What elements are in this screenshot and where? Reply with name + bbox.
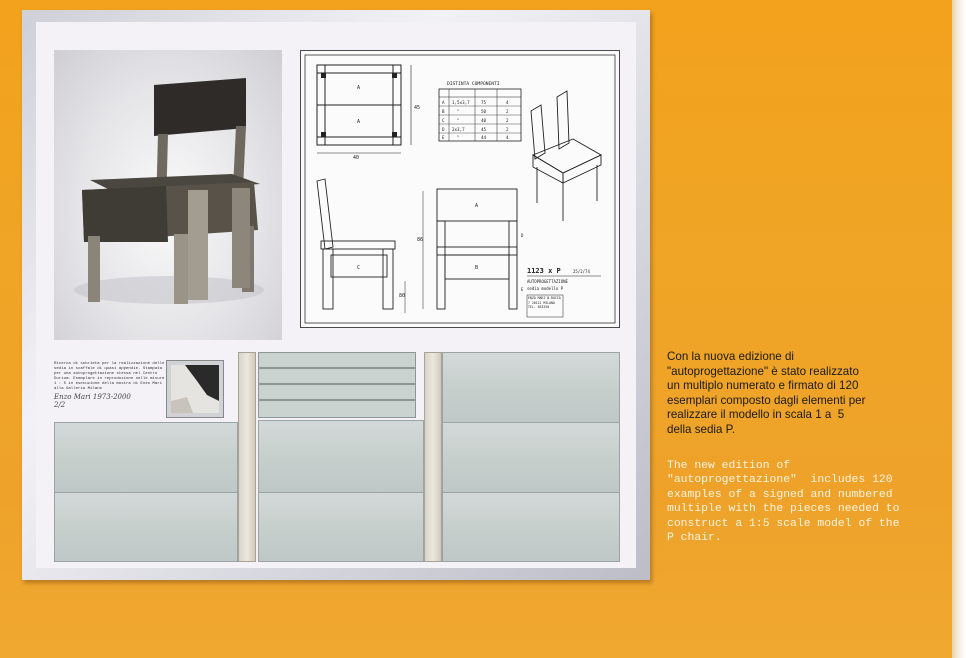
wood-stick-1 (238, 352, 256, 562)
framed-multiple (22, 10, 650, 580)
table-row-a-section: 1,5x3,7 (452, 100, 470, 105)
part-label-d: D (521, 233, 524, 238)
table-row-d-section: 2x3,7 (452, 127, 465, 132)
table-row-e-section: " (457, 135, 460, 140)
description-italian: Con la nuova edizione di "autoprogettazione" è stato realizzato un multiplo numerato e firmato di 120 esemplari composto dagli elementi per realizzare il modello in scala 1 a 5 della sedia P. (667, 350, 866, 436)
table-row-b-qty: 2 (506, 109, 509, 114)
table-row-d-part: D (442, 127, 445, 132)
table-row-b-section: " (457, 109, 460, 114)
table-row-a-part: A (442, 100, 445, 105)
table-row-c-section: " (457, 118, 460, 123)
wood-slat-1 (258, 352, 416, 368)
wood-panel-left-top (54, 422, 238, 494)
model-title: AUTOPROGETTAZIONE (527, 279, 568, 284)
table-row-e-length: 44 (481, 135, 487, 140)
table-row-c-qty: 2 (506, 118, 509, 123)
wood-panel-left-bottom (54, 492, 238, 562)
part-label-b: B (475, 265, 479, 271)
table-row-b-length: 50 (481, 109, 487, 114)
part-label-c: C (357, 265, 361, 271)
dim-width: 40 (353, 155, 360, 161)
page-edge (952, 0, 966, 658)
chair-blueprint (301, 51, 619, 327)
wood-stick-2 (424, 352, 442, 562)
part-label-a2: A (357, 119, 361, 125)
wood-panel-right-3 (442, 492, 620, 562)
table-row-d-qty: 2 (506, 127, 509, 132)
component-table-title: DISTINTA COMPONENTI (447, 82, 500, 87)
designer-stamp: ENZO MARI B.ROCCA 7 20121 MILANO TEL. 653250 (528, 296, 561, 310)
wood-slat-3 (258, 384, 416, 400)
display-board (36, 22, 636, 568)
thumbnail-photo (166, 360, 224, 418)
wood-slat-2 (258, 368, 416, 384)
caption-text: Ricerca di sobrieta per la realizzazione delle sedia in scaffale di quasi appendie. Stampata per una autoprogettazione stessa nel Centro Durium. Esemplare in reproduzione nelle misure 1 : 5 in esecuzione della mostra di Enzo Mari alla Galleria Milano (54, 362, 165, 391)
description-text (667, 350, 937, 545)
wood-panel-right-2 (442, 422, 620, 494)
dim-seat: 80 (399, 293, 406, 299)
caption-block (54, 362, 166, 416)
signature: Enzo Mari 1973-2000 (54, 393, 131, 401)
model-subtitle: sedia modello P (527, 286, 564, 291)
model-date: 25/2/74 (573, 269, 590, 274)
wood-panel-middle-bottom (258, 492, 424, 562)
table-row-e-part: E (442, 135, 445, 140)
chair-photo-illustration (54, 50, 282, 340)
model-code: 1123 x P (527, 267, 561, 275)
wood-panel-middle-top (258, 420, 424, 494)
part-label-e: E (521, 287, 524, 292)
dim-depth: 45 (414, 105, 421, 111)
table-row-b-part: B (442, 109, 445, 114)
table-row-a-qty: 4 (506, 100, 509, 105)
table-row-c-part: C (442, 118, 445, 123)
technical-drawing (300, 50, 620, 328)
edition-number: 2/2 (54, 401, 66, 409)
table-row-d-length: 45 (481, 127, 487, 132)
part-label-a3: A (475, 203, 479, 209)
chair-photograph (54, 50, 282, 340)
thumbnail-illustration (167, 361, 223, 417)
table-row-a-length: 75 (481, 100, 487, 105)
dim-height: 86 (417, 237, 424, 243)
table-row-c-length: 40 (481, 118, 487, 123)
wood-panel-right-1 (442, 352, 620, 424)
description-english: The new edition of "autoprogettazione" includes 120 examples of a signed and numbered multiple with the pieces needed to construct a 1:5 scale model of the P chair. (667, 460, 900, 545)
table-row-e-qty: 4 (506, 135, 509, 140)
part-label-a1: A (357, 85, 361, 91)
wood-slat-4 (258, 400, 416, 418)
